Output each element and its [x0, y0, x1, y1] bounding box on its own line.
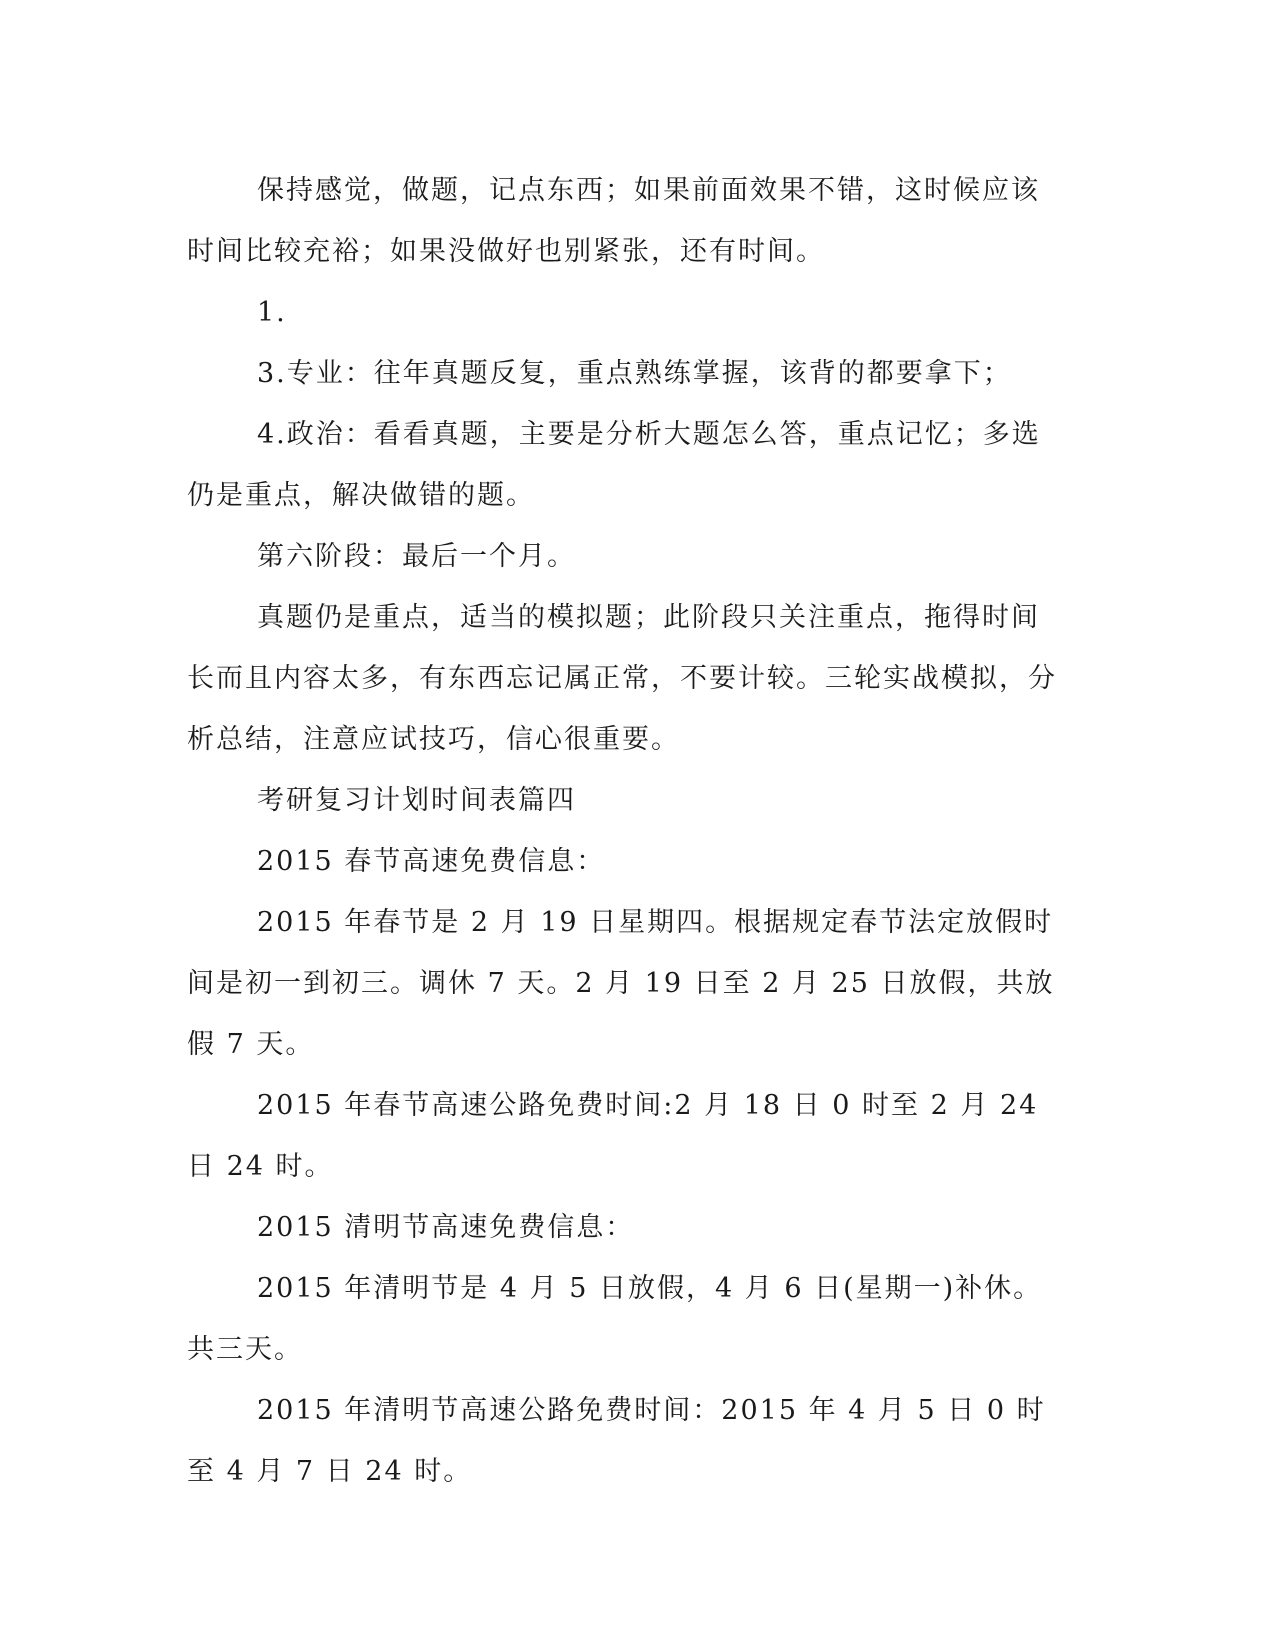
paragraph: 2015 年清明节是 4 月 5 日放假，4 月 6 日(星期一)补休。共三天。 [187, 1273, 1043, 1365]
paragraph: 1. [257, 297, 287, 328]
paragraph: 2015 年春节是 2 月 19 日星期四。根据规定春节法定放假时间是初一到初三。调休 7 天。2 月 19 日至 2 月 25 日放假，共放假 7 天。 [187, 907, 1055, 1060]
subheading: 2015 春节高速免费信息： [257, 846, 606, 877]
section-heading: 考研复习计划时间表篇四 [257, 785, 576, 816]
document-body [187, 160, 1067, 1502]
section-heading: 第六阶段：最后一个月。 [257, 541, 576, 572]
paragraph: 真题仍是重点，适当的模拟题；此阶段只关注重点，拖得时间长而且内容太多，有东西忘记属正常，不要计较。三轮实战模拟，分析总结，注意应试技巧，信心很重要。 [187, 602, 1057, 755]
paragraph: 保持感觉，做题，记点东西；如果前面效果不错，这时候应该时间比较充裕；如果没做好也别紧张，还有时间。 [187, 175, 1040, 267]
paragraph: 2015 年春节高速公路免费时间:2 月 18 日 0 时至 2 月 24 日 24 时。 [187, 1090, 1039, 1182]
paragraph: 3.专业：往年真题反复，重点熟练掌握，该背的都要拿下； [257, 358, 1012, 389]
paragraph: 2015 年清明节高速公路免费时间：2015 年 4 月 5 日 0 时至 4 月 7 日 24 时。 [187, 1395, 1046, 1487]
paragraph: 4.政治：看看真题，主要是分析大题怎么答，重点记忆；多选仍是重点，解决做错的题。 [187, 419, 1041, 511]
subheading: 2015 清明节高速免费信息： [257, 1212, 635, 1243]
